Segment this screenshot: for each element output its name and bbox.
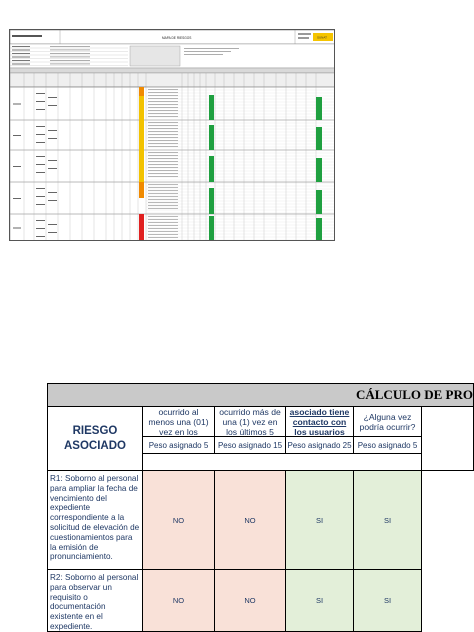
cell-text-line (148, 146, 178, 147)
cell-text-line (148, 173, 178, 174)
cell-text-line (13, 228, 21, 229)
cell-text-line (148, 193, 178, 194)
spreadsheet-thumbnail-drawing (10, 30, 335, 241)
info-text-line (12, 50, 30, 51)
question-1-weight: Peso asignado 5 (142, 436, 215, 454)
cell-text-line (148, 140, 178, 141)
risk-row-2: R2: Soborno al personal para observar un requisito o documentación existente en el expediente. (47, 569, 143, 632)
info-text-line (184, 54, 223, 55)
cell-text-line (36, 126, 45, 127)
cell-text-line (13, 166, 21, 167)
risk-level-color-bar (139, 96, 144, 120)
row-1-answer-2: NO (214, 470, 286, 570)
cell-text-line (148, 134, 178, 135)
probability-calculation-table (47, 383, 474, 632)
cell-text-line (148, 167, 178, 168)
cell-text-line (36, 188, 45, 189)
cell-text-line (148, 107, 178, 108)
cell-text-line (36, 196, 45, 197)
residual-level-color-bar (316, 218, 322, 241)
cell-text-line (148, 219, 178, 220)
cell-text-line (148, 125, 178, 126)
risk-level-color-bar (139, 120, 144, 150)
control-level-color-bar (209, 216, 214, 241)
cell-text-line (148, 225, 178, 226)
cell-text-line (48, 105, 57, 106)
cell-text-line (36, 93, 45, 94)
cell-text-line (148, 110, 178, 111)
info-text-line (184, 48, 239, 49)
cell-text-line (148, 158, 178, 159)
cell-text-line (36, 204, 45, 205)
cell-text-line (13, 104, 21, 105)
cell-text-line (36, 236, 45, 237)
cell-text-line (48, 130, 57, 131)
cell-text-line (148, 128, 178, 129)
cell-text-line (148, 104, 178, 105)
cell-text-line (48, 224, 57, 225)
row-1-answer-1: NO (142, 470, 215, 570)
thumbnail-title: MAPA DE RIESGOS (162, 36, 192, 40)
cell-text-line (36, 164, 45, 165)
cell-text-line (148, 116, 178, 117)
risk-row-1: R1: Soborno al personal para ampliar la fecha de vencimiento del expediente correspondiente a la solicitud de elevación de cuestionamientos para la emisión de pronunciamiento. (47, 470, 143, 570)
risk-level-color-bar (139, 87, 144, 96)
risk-level-color-bar (139, 182, 144, 198)
cell-text-line (148, 170, 178, 171)
cell-text-line (48, 232, 57, 233)
cell-text-line (148, 95, 178, 96)
control-level-color-bar (209, 125, 214, 150)
info-text-line (50, 57, 90, 58)
cell-text-line (48, 160, 57, 161)
cell-text-line (148, 187, 178, 188)
residual-level-color-bar (316, 190, 322, 214)
cell-text-line (148, 237, 178, 238)
row-1-answer-3: SI (285, 470, 354, 570)
calculation-header-title: CÁLCULO DE PRO (355, 387, 473, 402)
info-text-line (50, 53, 90, 54)
row-2-answer-3: SI (285, 569, 354, 632)
cell-text-line (148, 205, 178, 206)
cell-text-line (148, 176, 178, 177)
question-4-header: ¿Alguna vez podría ocurrir? (353, 406, 422, 437)
question-1-header: ocurrido al menos una (01) vez en los (142, 406, 215, 437)
cell-text-line (148, 92, 178, 93)
question-3-weight: Peso asignado 25 (285, 436, 354, 454)
cell-text-line (148, 155, 178, 156)
cell-text-line (148, 208, 178, 209)
cell-text-line (13, 135, 21, 136)
blank-column-header (421, 406, 474, 471)
cell-text-line (48, 97, 57, 98)
cell-text-line (148, 216, 178, 217)
cell-text-line (148, 143, 178, 144)
cell-text-line (148, 228, 178, 229)
row-2-answer-1: NO (142, 569, 215, 632)
cell-text-line (148, 202, 178, 203)
cell-text-line (36, 220, 45, 221)
cell-text-line (148, 152, 178, 153)
cell-text-line (148, 199, 178, 200)
calculation-header (47, 383, 474, 407)
cell-text-line (36, 156, 45, 157)
cell-text-line (148, 196, 178, 197)
info-text-line (12, 53, 30, 54)
cell-text-line (148, 184, 178, 185)
spreadsheet-thumbnail (9, 29, 335, 241)
info-text-line (50, 46, 90, 47)
question-2-weight: Peso asignado 15 (214, 436, 286, 454)
risk-column-header: RIESGO ASOCIADO (47, 406, 143, 471)
row-2-answer-4: SI (353, 569, 422, 632)
cell-text-line (48, 192, 57, 193)
row-2-answer-2: NO (214, 569, 286, 632)
residual-level-color-bar (316, 97, 322, 120)
cell-text-line (36, 228, 45, 229)
control-level-color-bar (209, 156, 214, 182)
cell-text-line (148, 131, 178, 132)
risk-level-color-bar (139, 150, 144, 182)
cell-text-line (148, 190, 178, 191)
residual-level-color-bar (316, 127, 322, 150)
cell-text-line (148, 234, 178, 235)
risk-level-color-bar (139, 214, 144, 241)
info-text-line (50, 64, 90, 65)
cell-text-line (48, 200, 57, 201)
cell-text-line (148, 101, 178, 102)
row-1-answer-4: SI (353, 470, 422, 570)
info-text-line (50, 60, 90, 61)
info-text-line (12, 60, 30, 61)
info-text-line (50, 50, 90, 51)
cell-text-line (148, 137, 178, 138)
cell-text-line (36, 142, 45, 143)
residual-level-color-bar (316, 158, 322, 182)
cell-text-line (36, 109, 45, 110)
cell-text-line (148, 89, 178, 90)
question-3-header: asociado tiene contacto con los usuarios (285, 406, 354, 437)
info-text-line (184, 51, 231, 52)
question-2-header: ocurrido más de una (1) vez en los últimos 5 (214, 406, 286, 437)
info-text-line (12, 57, 30, 58)
cell-text-line (48, 138, 57, 139)
cell-text-line (148, 122, 178, 123)
cell-text-line (36, 134, 45, 135)
cell-text-line (36, 101, 45, 102)
thumbnail-logo-text: SUNAT (317, 35, 327, 40)
cell-text-line (13, 198, 21, 199)
control-level-color-bar (209, 95, 214, 120)
cell-text-line (148, 231, 178, 232)
question-4-weight: Peso asignado 5 (353, 436, 422, 454)
cell-text-line (148, 222, 178, 223)
control-level-color-bar (209, 188, 214, 214)
cell-text-line (48, 168, 57, 169)
info-text-line (12, 46, 30, 47)
cell-text-line (148, 164, 178, 165)
cell-text-line (148, 161, 178, 162)
cell-text-line (148, 98, 178, 99)
cell-text-line (148, 113, 178, 114)
cell-text-line (36, 172, 45, 173)
info-text-line (12, 64, 30, 65)
